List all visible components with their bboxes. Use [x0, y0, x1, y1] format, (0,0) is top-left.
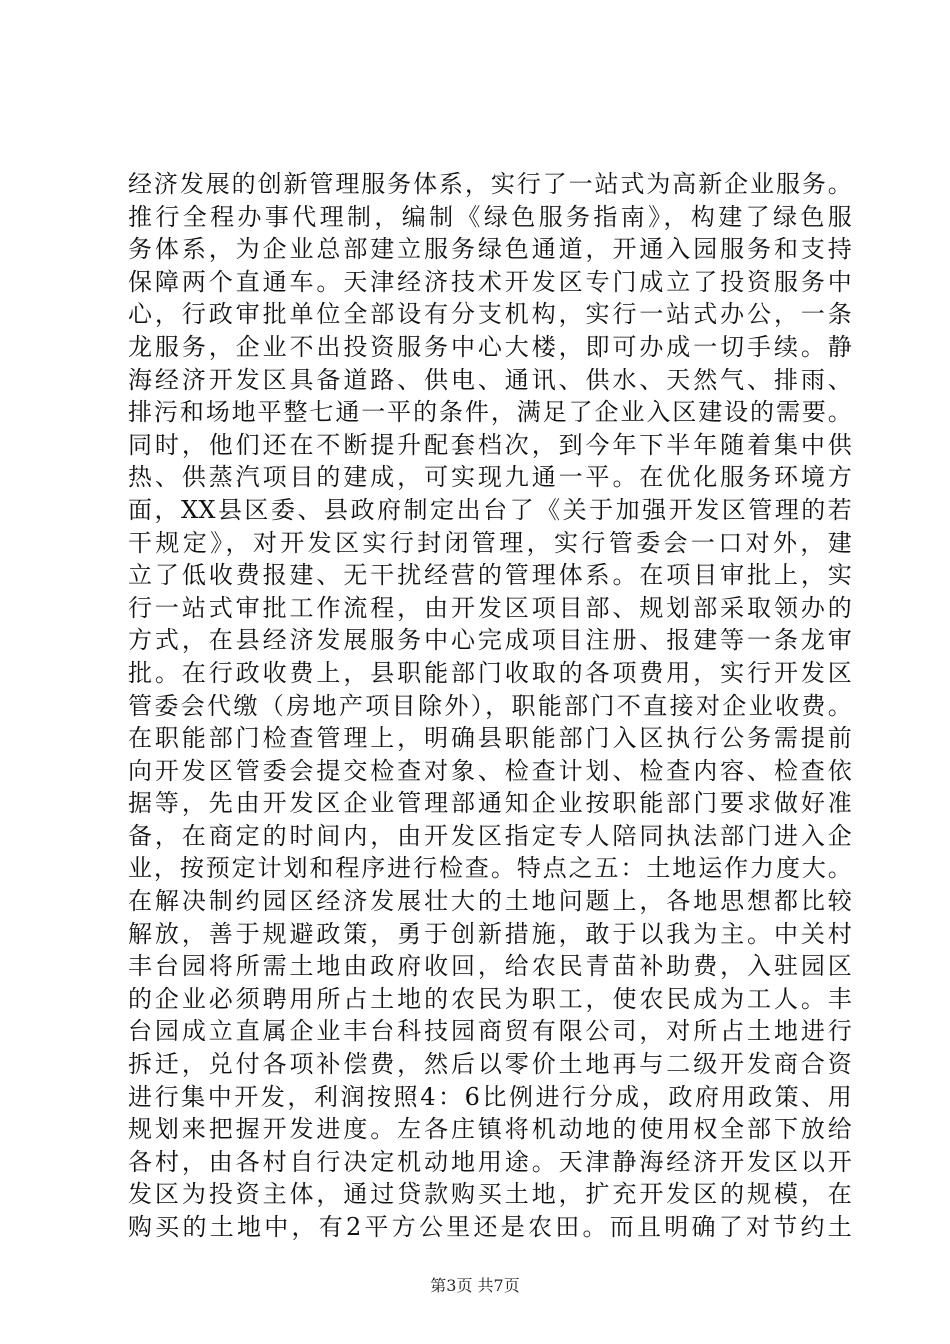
text-line: 购买的土地中，有2平方公里还是农田。而且明确了对节约土	[128, 1213, 852, 1241]
text-line: 发区为投资主体，通过贷款购买土地，扩充开发区的规模，在	[128, 1180, 852, 1209]
text-line: 台园成立直属企业丰台科技园商贸有限公司，对所占土地进行	[128, 1017, 852, 1046]
text-line: 排污和场地平整七通一平的条件，满足了企业入区建设的需要。	[128, 398, 852, 427]
text-line: 热、供蒸汽项目的建成，可实现九通一平。在优化服务环境方	[128, 463, 852, 492]
text-line: 规划来把握开发进度。左各庄镇将机动地的使用权全部下放给	[128, 1115, 852, 1144]
text-line: 保障两个直通车。天津经济技术开发区专门成立了投资服务中	[128, 267, 852, 296]
text-line: 业，按预定计划和程序进行检查。特点之五：土地运作力度大。	[128, 854, 852, 883]
text-line: 行一站式审批工作流程，由开发区项目部、规划部采取领办的	[128, 593, 852, 622]
text-line: 在职能部门检查管理上，明确县职能部门入区执行公务需提前	[128, 724, 852, 753]
text-line: 向开发区管委会提交检查对象、检查计划、检查内容、检查依	[128, 756, 852, 785]
text-line: 拆迁，兑付各项补偿费，然后以零价土地再与二级开发商合资	[128, 1050, 852, 1079]
text-line: 丰台园将所需土地由政府收回，给农民青苗补助费，入驻园区	[128, 952, 852, 981]
body-text	[128, 168, 852, 1244]
text-line: 方式，在县经济发展服务中心完成项目注册、报建等一条龙审	[128, 626, 852, 655]
text-line: 龙服务，企业不出投资服务中心大楼，即可办成一切手续。静	[128, 332, 852, 361]
text-line: 据等，先由开发区企业管理部通知企业按职能部门要求做好准	[128, 789, 852, 818]
text-line: 同时，他们还在不断提升配套档次，到今年下半年随着集中供	[128, 430, 852, 459]
text-line: 各村，由各村自行决定机动地用途。天津静海经济开发区以开	[128, 1147, 852, 1176]
text-line: 进行集中开发，利润按照4：6比例进行分成，政府用政策、用	[128, 1082, 852, 1111]
text-line: 管委会代缴（房地产项目除外），职能部门不直接对企业收费。	[128, 691, 852, 720]
text-line: 面，XX县区委、县政府制定出台了《关于加强开发区管理的若	[128, 495, 852, 524]
text-line: 备，在商定的时间内，由开发区指定专人陪同执法部门进入企	[128, 821, 852, 850]
text-line: 的企业必须聘用所占土地的农民为职工，使农民成为工人。丰	[128, 984, 852, 1013]
text-line: 立了低收费报建、无干扰经营的管理体系。在项目审批上，实	[128, 561, 852, 590]
text-line: 经济发展的创新管理服务体系，实行了一站式为高新企业服务。	[128, 170, 852, 198]
text-line: 心，行政审批单位全部设有分支机构，实行一站式办公，一条	[128, 300, 852, 329]
text-line: 海经济开发区具备道路、供电、通讯、供水、天然气、排雨、	[128, 365, 852, 394]
text-line: 务体系，为企业总部建立服务绿色通道，开通入园服务和支持	[128, 235, 852, 264]
text-line: 解放，善于规避政策，勇于创新措施，敢于以我为主。中关村	[128, 919, 852, 948]
text-line: 在解决制约园区经济发展壮大的土地问题上，各地思想都比较	[128, 887, 852, 916]
text-line: 推行全程办事代理制，编制《绿色服务指南》，构建了绿色服	[128, 202, 852, 231]
text-line: 批。在行政收费上，县职能部门收取的各项费用，实行开发区	[128, 658, 852, 687]
text-line: 干规定》，对开发区实行封闭管理，实行管委会一口对外，建	[128, 528, 852, 557]
page-footer: 第3页 共7页	[430, 1276, 520, 1295]
